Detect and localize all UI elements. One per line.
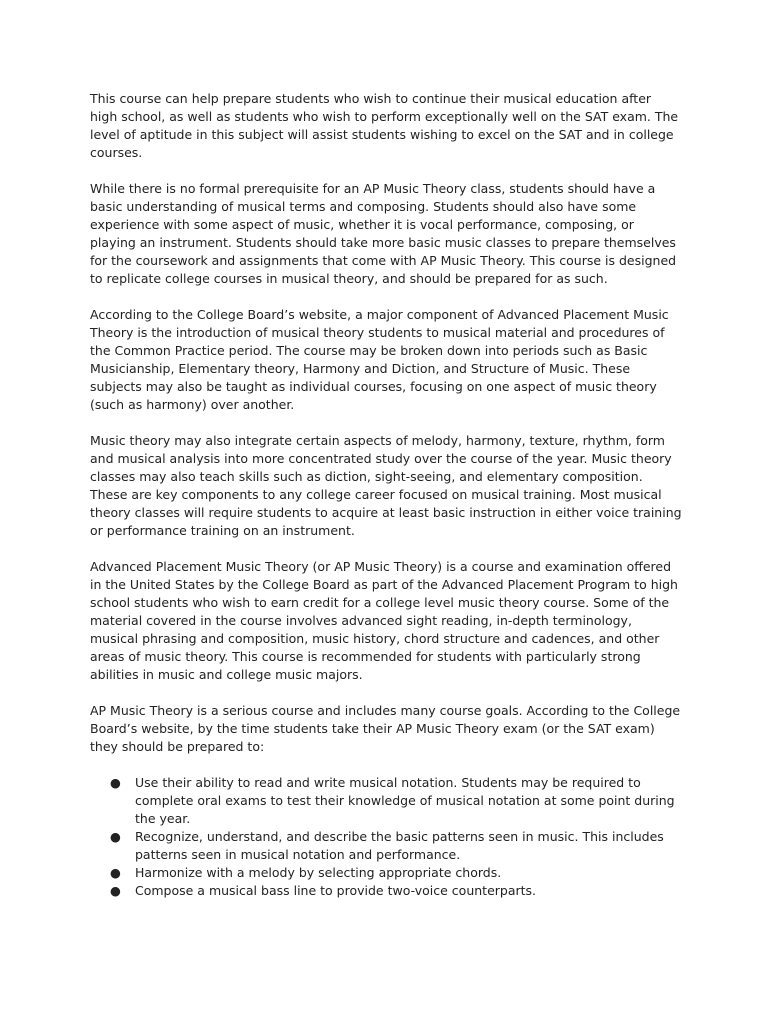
list-item-text: Recognize, understand, and describe the basic patterns seen in music. This includes patterns seen in musical notation and performance.: [135, 829, 664, 862]
bullet-icon: ●: [110, 775, 121, 790]
paragraph-theory-integration: Music theory may also integrate certain aspects of melody, harmony, texture, rhythm, form and musical analysis into more concentrated study over the course of the year. Music theory classes may also teach skills such as diction, sight-seeing, and elementary composition. These are key components to any college career focused on musical training. Most musical theory classes will require students to acquire at least basic instruction in either voice training or performance training on an instrument.: [90, 433, 682, 538]
paragraph-intro: This course can help prepare students who wish to continue their musical education after high school, as well as students who wish to perform exceptionally well on the SAT exam. The level of aptitude in this subject will assist students wishing to excel on the SAT and in college courses.: [90, 91, 679, 160]
list-item: [90, 864, 682, 882]
list-item-text: Compose a musical bass line to provide two-voice counterparts.: [135, 883, 537, 898]
paragraph-college-board-component: According to the College Board’s website, a major component of Advanced Placement Music Theory is the introduction of musical theory students to musical material and procedures of the Common Practice period. The course may be broken down into periods such as Basic Musicianship, Elementary theory, Harmony and Diction, and Structure of Music. These subjects may also be taught as individual courses, focusing on one aspect of music theory (such as harmony) over another.: [90, 307, 669, 412]
course-goals-list: [90, 774, 682, 900]
bullet-icon: ●: [110, 865, 121, 880]
paragraph-ap-definition: Advanced Placement Music Theory (or AP Music Theory) is a course and examination offered in the United States by the College Board as part of the Advanced Placement Program to high school students who wish to earn credit for a college level music theory course. Some of the material covered in the course involves advanced sight reading, in-depth terminology, musical phrasing and composition, music history, chord structure and cadences, and other areas of music theory. This course is recommended for students with particularly strong abilities in music and college music majors.: [90, 559, 678, 682]
list-item-text: Harmonize with a melody by selecting appropriate chords.: [135, 865, 502, 880]
bullet-icon: ●: [110, 883, 121, 898]
list-item: [90, 828, 682, 864]
list-item: [90, 774, 682, 828]
list-item-text: Use their ability to read and write musical notation. Students may be required to complete oral exams to test their knowledge of musical notation at some point during the year.: [135, 775, 675, 826]
bullet-icon: ●: [110, 829, 121, 844]
paragraph-prerequisite: While there is no formal prerequisite for an AP Music Theory class, students should have a basic understanding of musical terms and composing. Students should also have some experience with some aspect of music, whether it is vocal performance, composing, or playing an instrument. Students should take more basic music classes to prepare themselves for the coursework and assignments that come with AP Music Theory. This course is designed to replicate college courses in musical theory, and should be prepared for as such.: [90, 181, 677, 286]
document-page: [90, 90, 682, 900]
list-item: [90, 882, 682, 900]
paragraph-course-goals: AP Music Theory is a serious course and includes many course goals. According to the College Board’s website, by the time students take their AP Music Theory exam (or the SAT exam) they should be prepared to:: [90, 703, 681, 754]
